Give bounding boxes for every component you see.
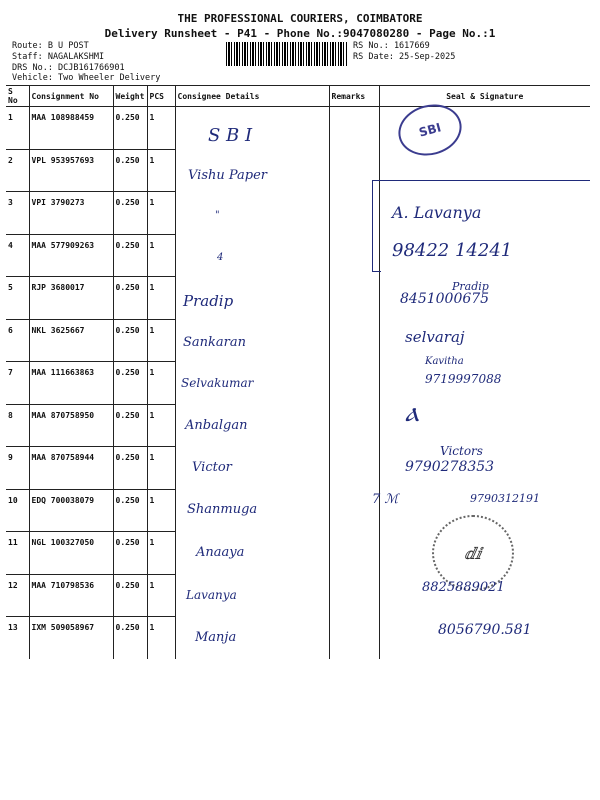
runsheet-subtitle: Delivery Runsheet - P41 - Phone No.:9047080280 - Page No.:1 — [104, 27, 496, 40]
staff-label: Staff: NAGALAKSHMI — [12, 52, 105, 62]
row-remarks — [329, 362, 379, 405]
row-remarks — [329, 107, 379, 150]
row-sno: 11 — [6, 532, 29, 575]
row-pcs: 1 — [147, 489, 175, 532]
row-consignment: MAA 108988459 — [29, 107, 113, 150]
round-seal: ⅆⅈ — [432, 515, 514, 591]
row-consignee — [175, 192, 329, 235]
row-consignment: MAA 870758944 — [29, 447, 113, 490]
row-weight: 0.250 — [113, 617, 147, 659]
col-remarks: Remarks — [329, 86, 379, 107]
row-consignment: NKL 3625667 — [29, 319, 113, 362]
hw-sign-7-name: Kavitha — [425, 356, 464, 367]
row-sno: 1 — [6, 107, 29, 150]
row-weight: 0.250 — [113, 234, 147, 277]
row-pcs: 1 — [147, 447, 175, 490]
row-pcs: 1 — [147, 574, 175, 617]
table-row — [6, 404, 590, 447]
col-sno: S No — [6, 86, 29, 107]
row-remarks — [329, 277, 379, 320]
hw-consignee-2: Vishu Paper — [188, 168, 268, 183]
row-sno: 5 — [6, 277, 29, 320]
row-consignment: EDQ 700038079 — [29, 489, 113, 532]
col-weight: Weight — [113, 86, 147, 107]
rs-number: RS No.: 1617669 — [353, 41, 430, 51]
route-label: Route: B U POST — [12, 41, 89, 51]
row-sno: 12 — [6, 574, 29, 617]
table-row — [6, 447, 590, 490]
row-seal — [379, 149, 590, 192]
row-weight: 0.250 — [113, 107, 147, 150]
table-row — [6, 319, 590, 362]
hw-consignee-13: Manja — [195, 630, 237, 645]
company-title: THE PROFESSIONAL COURIERS, COIMBATORE — [177, 12, 423, 25]
hw-consignee-8: Anbalgan — [185, 418, 248, 433]
row-remarks — [329, 447, 379, 490]
hw-consignee-12: Lavanya — [186, 588, 237, 602]
hw-consignee-3: " — [215, 210, 220, 221]
row-consignment: RJP 3680017 — [29, 277, 113, 320]
row-pcs: 1 — [147, 319, 175, 362]
hw-sign-12: 8825889021 — [422, 580, 505, 595]
row-consignment: MAA 710798536 — [29, 574, 113, 617]
row-pcs: 1 — [147, 617, 175, 659]
hw-sign-5-name: Pradip — [452, 280, 489, 293]
row-weight: 0.250 — [113, 362, 147, 405]
row-sno: 2 — [6, 149, 29, 192]
hw-sign-7-phone: 9719997088 — [425, 372, 502, 386]
row-consignee — [175, 234, 329, 277]
sbi-stamp: SBI — [393, 98, 468, 163]
hw-sign-lavanya-phone: 98422 14241 — [392, 240, 513, 261]
drs-number: DRS No.: DCJB161766901 — [12, 63, 125, 73]
col-consignment: Consignment No — [29, 86, 113, 107]
row-pcs: 1 — [147, 404, 175, 447]
hw-sign-5-phone: 8451000675 — [400, 291, 490, 307]
row-pcs: 1 — [147, 532, 175, 575]
row-consignment: NGL 100327050 — [29, 532, 113, 575]
hw-consignee-10: Shanmuga — [187, 502, 258, 517]
row-weight: 0.250 — [113, 489, 147, 532]
row-pcs: 1 — [147, 107, 175, 150]
row-sno: 9 — [6, 447, 29, 490]
row-weight: 0.250 — [113, 319, 147, 362]
row-pcs: 1 — [147, 234, 175, 277]
hw-consignee-4: 4 — [217, 252, 224, 263]
row-remarks — [329, 532, 379, 575]
rs-date: RS Date: 25-Sep-2025 — [353, 52, 456, 62]
barcode — [226, 42, 348, 66]
row-consignment: MAA 577909263 — [29, 234, 113, 277]
row-consignment: IXM 509058967 — [29, 617, 113, 659]
row-sno: 13 — [8, 623, 18, 632]
row-weight: 0.250 — [113, 149, 147, 192]
row-weight: 0.250 — [113, 574, 147, 617]
hw-sign-10-mark: 7 ℳ — [372, 492, 399, 507]
table-row — [6, 107, 590, 150]
row-consignment: MAA 870758950 — [29, 404, 113, 447]
table-row — [6, 362, 590, 405]
row-weight: 0.250 — [113, 532, 147, 575]
row-sno: 8 — [6, 404, 29, 447]
row-weight: 0.250 — [113, 277, 147, 320]
row-sno: 6 — [6, 319, 29, 362]
table-row — [6, 277, 590, 320]
row-sno: 7 — [6, 362, 29, 405]
hw-sign-9-name: Victors — [440, 444, 483, 458]
vehicle-label: Vehicle: Two Wheeler Delivery — [12, 73, 161, 83]
hw-consignee-11: Anaaya — [196, 545, 245, 560]
row-consignment: VPI 3790273 — [29, 192, 113, 235]
col-pcs: PCS — [147, 86, 175, 107]
signature-bracket — [372, 180, 381, 272]
row-remarks — [329, 574, 379, 617]
hw-consignee-7: Selvakumar — [181, 376, 254, 390]
table-row — [6, 192, 590, 235]
hw-consignee-5: Pradip — [183, 292, 234, 310]
row-sno: 3 — [6, 192, 29, 235]
row-sno: 4 — [6, 234, 29, 277]
hw-sign-10-phone: 9790312191 — [470, 492, 540, 505]
hw-sign-8: ⲁ — [405, 395, 419, 428]
row-remarks — [329, 404, 379, 447]
row-weight: 0.250 — [113, 447, 147, 490]
row-pcs: 1 — [147, 149, 175, 192]
col-consignee: Consignee Details — [175, 86, 329, 107]
row-weight: 0.250 — [113, 192, 147, 235]
row-consignment: VPL 953957693 — [29, 149, 113, 192]
table-row — [6, 149, 590, 192]
row-sno: 10 — [6, 489, 29, 532]
hw-consignee-6: Sankaran — [183, 335, 246, 350]
table-header — [6, 86, 590, 107]
hw-sign-lavanya: A. Lavanya — [392, 203, 482, 222]
row-pcs: 1 — [147, 362, 175, 405]
col-seal: Seal & Signature — [379, 86, 590, 107]
hw-sign-6: selvaraj — [405, 328, 465, 346]
row-pcs: 1 — [147, 277, 175, 320]
hw-sign-9-phone: 9790278353 — [405, 459, 495, 475]
row-remarks — [329, 319, 379, 362]
row-consignment: MAA 111663863 — [29, 362, 113, 405]
row-remarks — [329, 617, 379, 659]
signature-bracket-line — [380, 180, 590, 181]
row-pcs: 1 — [147, 192, 175, 235]
hw-sign-13: 8056790.581 — [438, 622, 532, 638]
row-weight: 0.250 — [113, 404, 147, 447]
hw-consignee-1: S B I — [208, 125, 253, 146]
hw-consignee-9: Victor — [192, 460, 232, 475]
